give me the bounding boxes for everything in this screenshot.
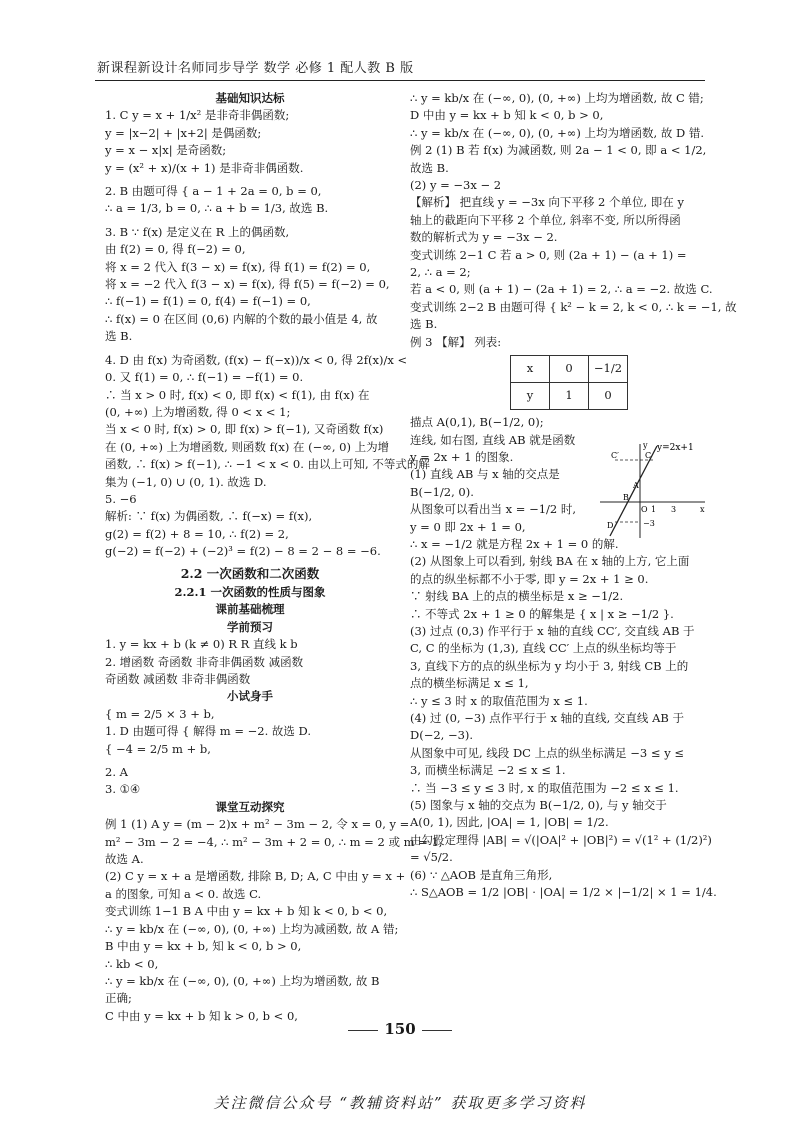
subsection-heading: 课堂互动探究 [215,799,285,814]
text-line: 选 B. [410,317,438,332]
table-row [511,356,628,383]
text-line: ∵ 射线 BA 上的点的横坐标是 x ≥ −1/2. [410,589,624,604]
text-line: (2) 从图象上可以看到, 射线 BA 在 x 轴的上方, 它上面 [410,554,690,569]
text-line: 3, 而横坐标满足 −2 ≤ x ≤ 1. [410,763,566,778]
text-line: D 中由 y = kx + b 知 k < 0, b > 0, [410,108,604,123]
text-line: 例 2 (1) B 若 f(x) 为减函数, 则 2a − 1 < 0, 即 a < 1/2, [410,143,707,158]
label-d: D [607,521,614,530]
text-line: y = 0 即 2x + 1 = 0, [410,519,526,534]
label-b: B [623,493,629,502]
label-minus-three: −3 [643,519,655,528]
text-line: ∴ kb < 0, [105,956,159,971]
text-line: 0. 又 f(1) = 0, ∴ f(−1) = −f(1) = 0. [105,370,304,385]
label-three: 3 [671,505,677,514]
text-line: ∴ y = kb/x 在 (−∞, 0), (0, +∞) 上均为增函数, 故 B [105,973,380,988]
text-line: 2, ∴ a = 2; [410,265,471,280]
text-line: 从图象可以看出当 x = −1/2 时, [410,502,577,517]
text-line: ∴ y = kb/x 在 (−∞, 0), (0, +∞) 上均为减函数, 故 A 错; [105,921,399,936]
text-line: ∴ f(x) = 0 在区间 (0,6) 内解的个数的最小值是 4, 故 [105,311,378,326]
table-cell: 0 [589,383,628,410]
text-line: y = |x−2| + |x+2| 是偶函数; [105,125,262,140]
label-x: x [700,505,705,514]
text-line: 轴上的截距向下平移 2 个单位, 斜率不变, 所以所得函 [410,212,681,227]
subsection-heading: 课前基础梳理 [215,602,285,617]
text-line: 集为 (−1, 0) ∪ (0, 1). 故选 D. [105,474,267,489]
text-line: (2) y = −3x − 2 [410,178,502,193]
text-line: 选 B. [105,329,133,344]
text-line: 若 a < 0, 则 (a + 1) − (2a + 1) = 2, ∴ a = −2. 故选 C. [410,282,713,297]
text-line: = √5/2. [410,850,453,865]
text-line: 2. 增函数 奇函数 非奇非偶函数 减函数 [105,654,304,669]
text-line: (3) 过点 (0,3) 作平行于 x 轴的直线 CC′, 交直线 AB 于 [410,623,695,638]
page-header: 新课程新设计名师同步导学 数学 必修 1 配人教 B 版 [97,61,414,76]
text-line: 故选 B. [410,160,449,175]
text-line: 的点的纵坐标都不小于零, 即 y = 2x + 1 ≥ 0. [410,571,649,586]
text-line: 5. −6 [105,491,137,506]
label-c: C [645,451,652,460]
subsection-heading: 2.2.1 一次函数的性质与图象 [174,584,326,599]
text-line: 变式训练 1−1 B A 中由 y = kx + b 知 k < 0, b < 0, [105,904,388,919]
text-line: 3. ①④ [105,782,141,797]
chapter-section-title: 2.2 一次函数和二次函数 [180,565,320,581]
text-line: ∴ 不等式 2x + 1 ≥ 0 的解集是 { x | x ≥ −1/2 }. [410,606,674,621]
value-table [510,355,628,410]
text-line: 例 3 【解】 列表: [410,334,502,349]
label-c-prime: C′ [611,451,619,460]
text-line: C, C 的坐标为 (1,3), 直线 CC′ 上点的纵坐标均等于 [410,641,677,656]
text-line: 4. D 由 f(x) 为奇函数, (f(x) − f(−x))/x < 0, 得 2f(x)/x < [105,352,408,367]
subsection-heading: 小试身手 [227,689,273,704]
text-line: 函数, ∴ f(x) > f(−1), ∴ −1 < x < 0. 由以上可知, 不等式的解 [105,457,430,472]
label-a: A [633,481,639,490]
text-line: ∴ S△AOB = 1/2 |OB| · |OA| = 1/2 × |−1/2| × 1 = 1/4. [410,885,717,900]
text-line: ∴ y ≤ 3 时 x 的取值范围为 x ≤ 1. [410,693,588,708]
text-line: B 中由 y = kx + b, 知 k < 0, b > 0, [105,939,302,954]
text-line: 描点 A(0,1), B(−1/2, 0); [410,415,544,430]
text-line: 由 f(2) = 0, 得 f(−2) = 0, [105,242,246,257]
text-line: 故选 A. [105,852,144,867]
table-cell: x [511,356,550,383]
text-line: y = (x² + x)/(x + 1) 是非奇非偶函数. [105,160,304,175]
text-line: 解析: ∵ f(x) 为偶函数, ∴ f(−x) = f(x), [105,509,313,524]
text-line: 1. D 由题可得 { 解得 m = −2. 故选 D. [105,724,312,739]
section-heading: 基础知识达标 [215,91,285,105]
label-o: O [641,505,648,514]
text-line: (6) ∵ △AOB 是直角三角形, [410,867,553,882]
text-line: 将 x = 2 代入 f(3 − x) = f(x), 得 f(1) = f(2) = 0, [105,259,371,274]
text-line: B(−1/2, 0). [410,484,474,499]
text-line: 点的横坐标满足 x ≤ 1, [410,676,529,691]
text-line: 【解析】 把直线 y = −3x 向下平移 2 个单位, 即在 y [410,195,684,210]
table-cell: y [511,383,550,410]
text-line: (5) 图象与 x 轴的交点为 B(−1/2, 0), 与 y 轴交于 [410,798,667,813]
text-line: g(2) = f(2) + 8 = 10, ∴ f(2) = 2, [105,526,289,541]
line-label: y=2x+1 [657,443,694,453]
text-line: ∴ 当 x > 0 时, f(x) < 0, 即 f(x) < f(1), 由 f(x) 在 [105,387,370,402]
label-one: 1 [651,505,657,514]
text-line: 例 1 (1) A y = (m − 2)x + m² − 3m − 2, 令 x = 0, y = [105,817,410,832]
text-line: ∴ x = −1/2 就是方程 2x + 1 = 0 的解. [410,536,619,551]
text-line: ∴ f(−1) = f(1) = 0, f(4) = f(−1) = 0, [105,294,311,309]
text-line: C 中由 y = kx + b 知 k > 0, b < 0, [105,1008,298,1023]
text-line: y = 2x + 1 的图象. [410,449,514,464]
text-line: A(0, 1), 因此, |OA| = 1, |OB| = 1/2. [410,815,609,830]
text-line: 数的解析式为 y = −3x − 2. [410,230,558,245]
page-number: 150 [0,1020,800,1038]
text-line: 1. C y = x + 1/x² 是非奇非偶函数; [105,108,290,123]
text-line: 奇函数 减函数 非奇非偶函数 [105,672,251,686]
text-line: 将 x = −2 代入 f(3 − x) = f(x), 得 f(5) = f(−2) = 0, [105,277,390,292]
text-line: 1. y = kx + b (k ≠ 0) R R 直线 k b [105,637,298,652]
text-line: m² − 3m − 2 = −4, ∴ m² − 3m + 2 = 0, ∴ m = 2 或 m = 1, [105,834,443,849]
footer-promo: 关注微信公众号 “教辅资料站” 获取更多学习资料 [213,1094,587,1112]
table-cell: 1 [550,383,589,410]
text-line: ∴ y = kb/x 在 (−∞, 0), (0, +∞) 上均为增函数, 故 D 错. [410,125,705,140]
text-line: { m = 2/5 × 3 + b, [105,706,215,721]
text-line: 正确; [105,991,132,1006]
text-line: 从图象中可见, 线段 DC 上点的纵坐标满足 −3 ≤ y ≤ [410,745,684,760]
text-line: (0, +∞) 上为增函数, 得 0 < x < 1; [105,404,291,419]
table-cell: 0 [550,356,589,383]
text-line: y = x − x|x| 是奇函数; [105,143,227,158]
text-line: 3. B ∵ f(x) 是定义在 R 上的偶函数, [105,224,290,239]
text-line: D(−2, −3). [410,728,474,743]
text-line: ∴ y = kb/x 在 (−∞, 0), (0, +∞) 上均为增函数, 故 C 错; [410,91,704,105]
text-line: (2) C y = x + a 是增函数, 排除 B, D; A, C 中由 y = x + [105,869,406,884]
text-line: g(−2) = f(−2) + (−2)³ = f(2) − 8 = 2 − 8 = −6. [105,544,381,559]
text-line: 当 x < 0 时, f(x) > 0, 即 f(x) > f(−1), 又奇函数 f(x) [105,422,384,437]
text-line: a 的图象, 可知 a < 0. 故选 C. [105,886,262,901]
table-cell: −1/2 [589,356,628,383]
text-line: { −4 = 2/5 m + b, [105,741,211,756]
text-line: (1) 直线 AB 与 x 轴的交点是 [410,467,560,482]
text-line: 2. A [105,765,128,780]
text-line: 在 (0, +∞) 上为增函数, 则函数 f(x) 在 (−∞, 0) 上为增 [105,439,390,454]
text-line: 由勾股定理得 |AB| = √(|OA|² + |OB|²) = √(1² + (1/2)²) [410,832,712,847]
subsection-heading: 学前预习 [227,619,273,634]
text-line: 变式训练 2−2 B 由题可得 { k² − k = 2, k < 0, ∴ k = −1, 故 [410,299,737,314]
label-y: y [643,441,648,450]
header-rule [95,80,705,81]
text-line: 变式训练 2−1 C 若 a > 0, 则 (2a + 1) − (a + 1) = [410,247,687,262]
text-line: ∴ a = 1/3, b = 0, ∴ a + b = 1/3, 故选 B. [105,201,329,216]
text-line: (4) 过 (0, −3) 点作平行于 x 轴的直线, 交直线 AB 于 [410,711,684,725]
text-line: 连线, 如右图, 直线 AB 就是函数 [410,432,576,447]
text-line: 3, 直线下方的点的纵坐标为 y 均小于 3, 射线 CB 上的 [410,658,689,673]
text-line: 2. B 由题可得 { a − 1 + 2a = 0, b = 0, [105,184,322,199]
text-line: ∴ 当 −3 ≤ y ≤ 3 时, x 的取值范围为 −2 ≤ x ≤ 1. [410,780,679,795]
linear-function-graph [595,440,710,540]
table-row [511,383,628,410]
